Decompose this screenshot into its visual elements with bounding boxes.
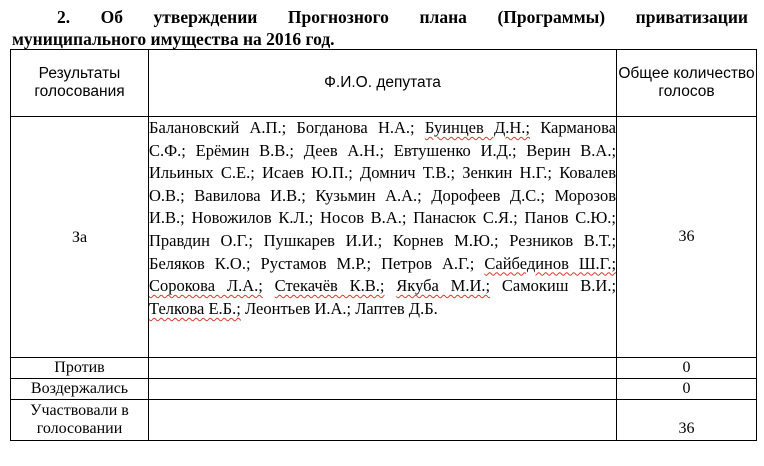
- deputy-name: Ерёмин В.В.;: [195, 140, 294, 160]
- heading-word: 2.: [57, 7, 71, 27]
- heading-word: утверждении: [153, 7, 258, 27]
- deputy-name: Богданова Н.А.;: [296, 118, 415, 137]
- heading-line-1: [12, 6, 748, 28]
- result-label-for: За: [11, 117, 149, 358]
- heading-word: Об: [100, 7, 124, 27]
- deputy-name: Карманова С.Ф.;: [149, 118, 616, 160]
- deputy-name: Морозов И.В.;: [149, 185, 617, 228]
- deputies-list-against: [149, 358, 617, 379]
- result-label-against: Против: [11, 358, 149, 379]
- header-total-votes: Общее количество голосов: [617, 50, 757, 117]
- table-row-for: [11, 117, 757, 358]
- deputy-name: Корнев М.Ю.;: [392, 230, 499, 250]
- heading-word: плана: [419, 7, 467, 27]
- deputy-name: Пушкарев И.И.;: [263, 230, 383, 250]
- deputy-name: Буинцев Д.Н.;: [424, 118, 531, 137]
- header-voting-results: Результаты голосования: [11, 50, 149, 117]
- deputy-name: Якуба М.И.;: [396, 276, 491, 296]
- deputy-name: Деев А.Н.;: [303, 140, 385, 160]
- heading-word: Прогнозного: [287, 7, 389, 27]
- deputy-name: Вавилова И.В.;: [194, 185, 306, 205]
- deputy-name: Верин В.А.;: [526, 140, 617, 160]
- deputy-name: Зенкин Н.Г.;: [462, 163, 552, 183]
- total-votes-participated: 36: [617, 400, 757, 441]
- total-votes-for: 36: [617, 117, 757, 358]
- deputy-name: Стекачёв К.В.;: [274, 276, 385, 296]
- deputy-name: Правдин О.Г.;: [149, 230, 253, 250]
- deputy-name: Балановский А.П.;: [149, 118, 287, 137]
- deputy-name: Самокиш В.И.;: [501, 276, 617, 296]
- deputies-list-participated: [149, 400, 617, 441]
- deputy-name: Евтушенко И.Д.;: [393, 140, 517, 160]
- voting-results-table: [10, 49, 757, 441]
- agenda-item-heading: [12, 6, 748, 50]
- heading-word: (Программы): [497, 7, 606, 27]
- deputy-name: Исаев Ю.П.;: [262, 163, 353, 183]
- heading-word: приватизации: [635, 7, 748, 27]
- heading-line-2: муниципального имущества на 2016 год.: [12, 29, 335, 49]
- deputy-name: Панасюк С.Я.;: [413, 208, 518, 228]
- deputy-name: Лаптев Д.Б.: [355, 298, 438, 318]
- deputy-name: Рустамов М.Р.;: [260, 253, 372, 273]
- deputy-name: Леонтьев И.А.;: [244, 298, 352, 318]
- deputy-name: Панов С.Ю.;: [524, 208, 617, 228]
- deputy-name: Беляков К.О.;: [149, 253, 251, 273]
- header-deputy-name: Ф.И.О. депутата: [149, 50, 617, 117]
- table-header-row: [11, 50, 757, 117]
- deputy-name: Сайбединов Ш.Г.;: [484, 253, 617, 273]
- result-label-abstained: Воздержались: [11, 379, 149, 400]
- total-votes-against: 0: [617, 358, 757, 379]
- deputy-name: Кузьмин А.А.;: [315, 185, 422, 205]
- deputy-name: Ильиных С.Е.;: [149, 163, 255, 183]
- total-votes-abstained: 0: [617, 379, 757, 400]
- deputy-name: Телкова Е.Б.;: [149, 298, 241, 318]
- deputy-name: Носов В.А.;: [320, 208, 407, 228]
- deputy-name: Сорокова Л.А.;: [149, 276, 263, 296]
- deputy-name: Петров А.Г.;: [381, 253, 475, 273]
- deputy-name: Дорофеев Д.С.;: [431, 185, 546, 205]
- deputies-list-for: [149, 117, 617, 358]
- table-row-abstained: [11, 379, 757, 400]
- deputy-name: Резников В.Т.;: [509, 230, 617, 250]
- deputy-name: Новожилов К.Л.;: [191, 208, 314, 228]
- deputy-name: Домнич Т.В.;: [360, 163, 456, 183]
- result-label-participated: Участвовали в голосовании: [11, 400, 149, 441]
- table-row-participated: [11, 400, 757, 441]
- deputy-name: Ковалев О.В.;: [149, 163, 617, 205]
- deputies-list-abstained: [149, 379, 617, 400]
- table-row-against: [11, 358, 757, 379]
